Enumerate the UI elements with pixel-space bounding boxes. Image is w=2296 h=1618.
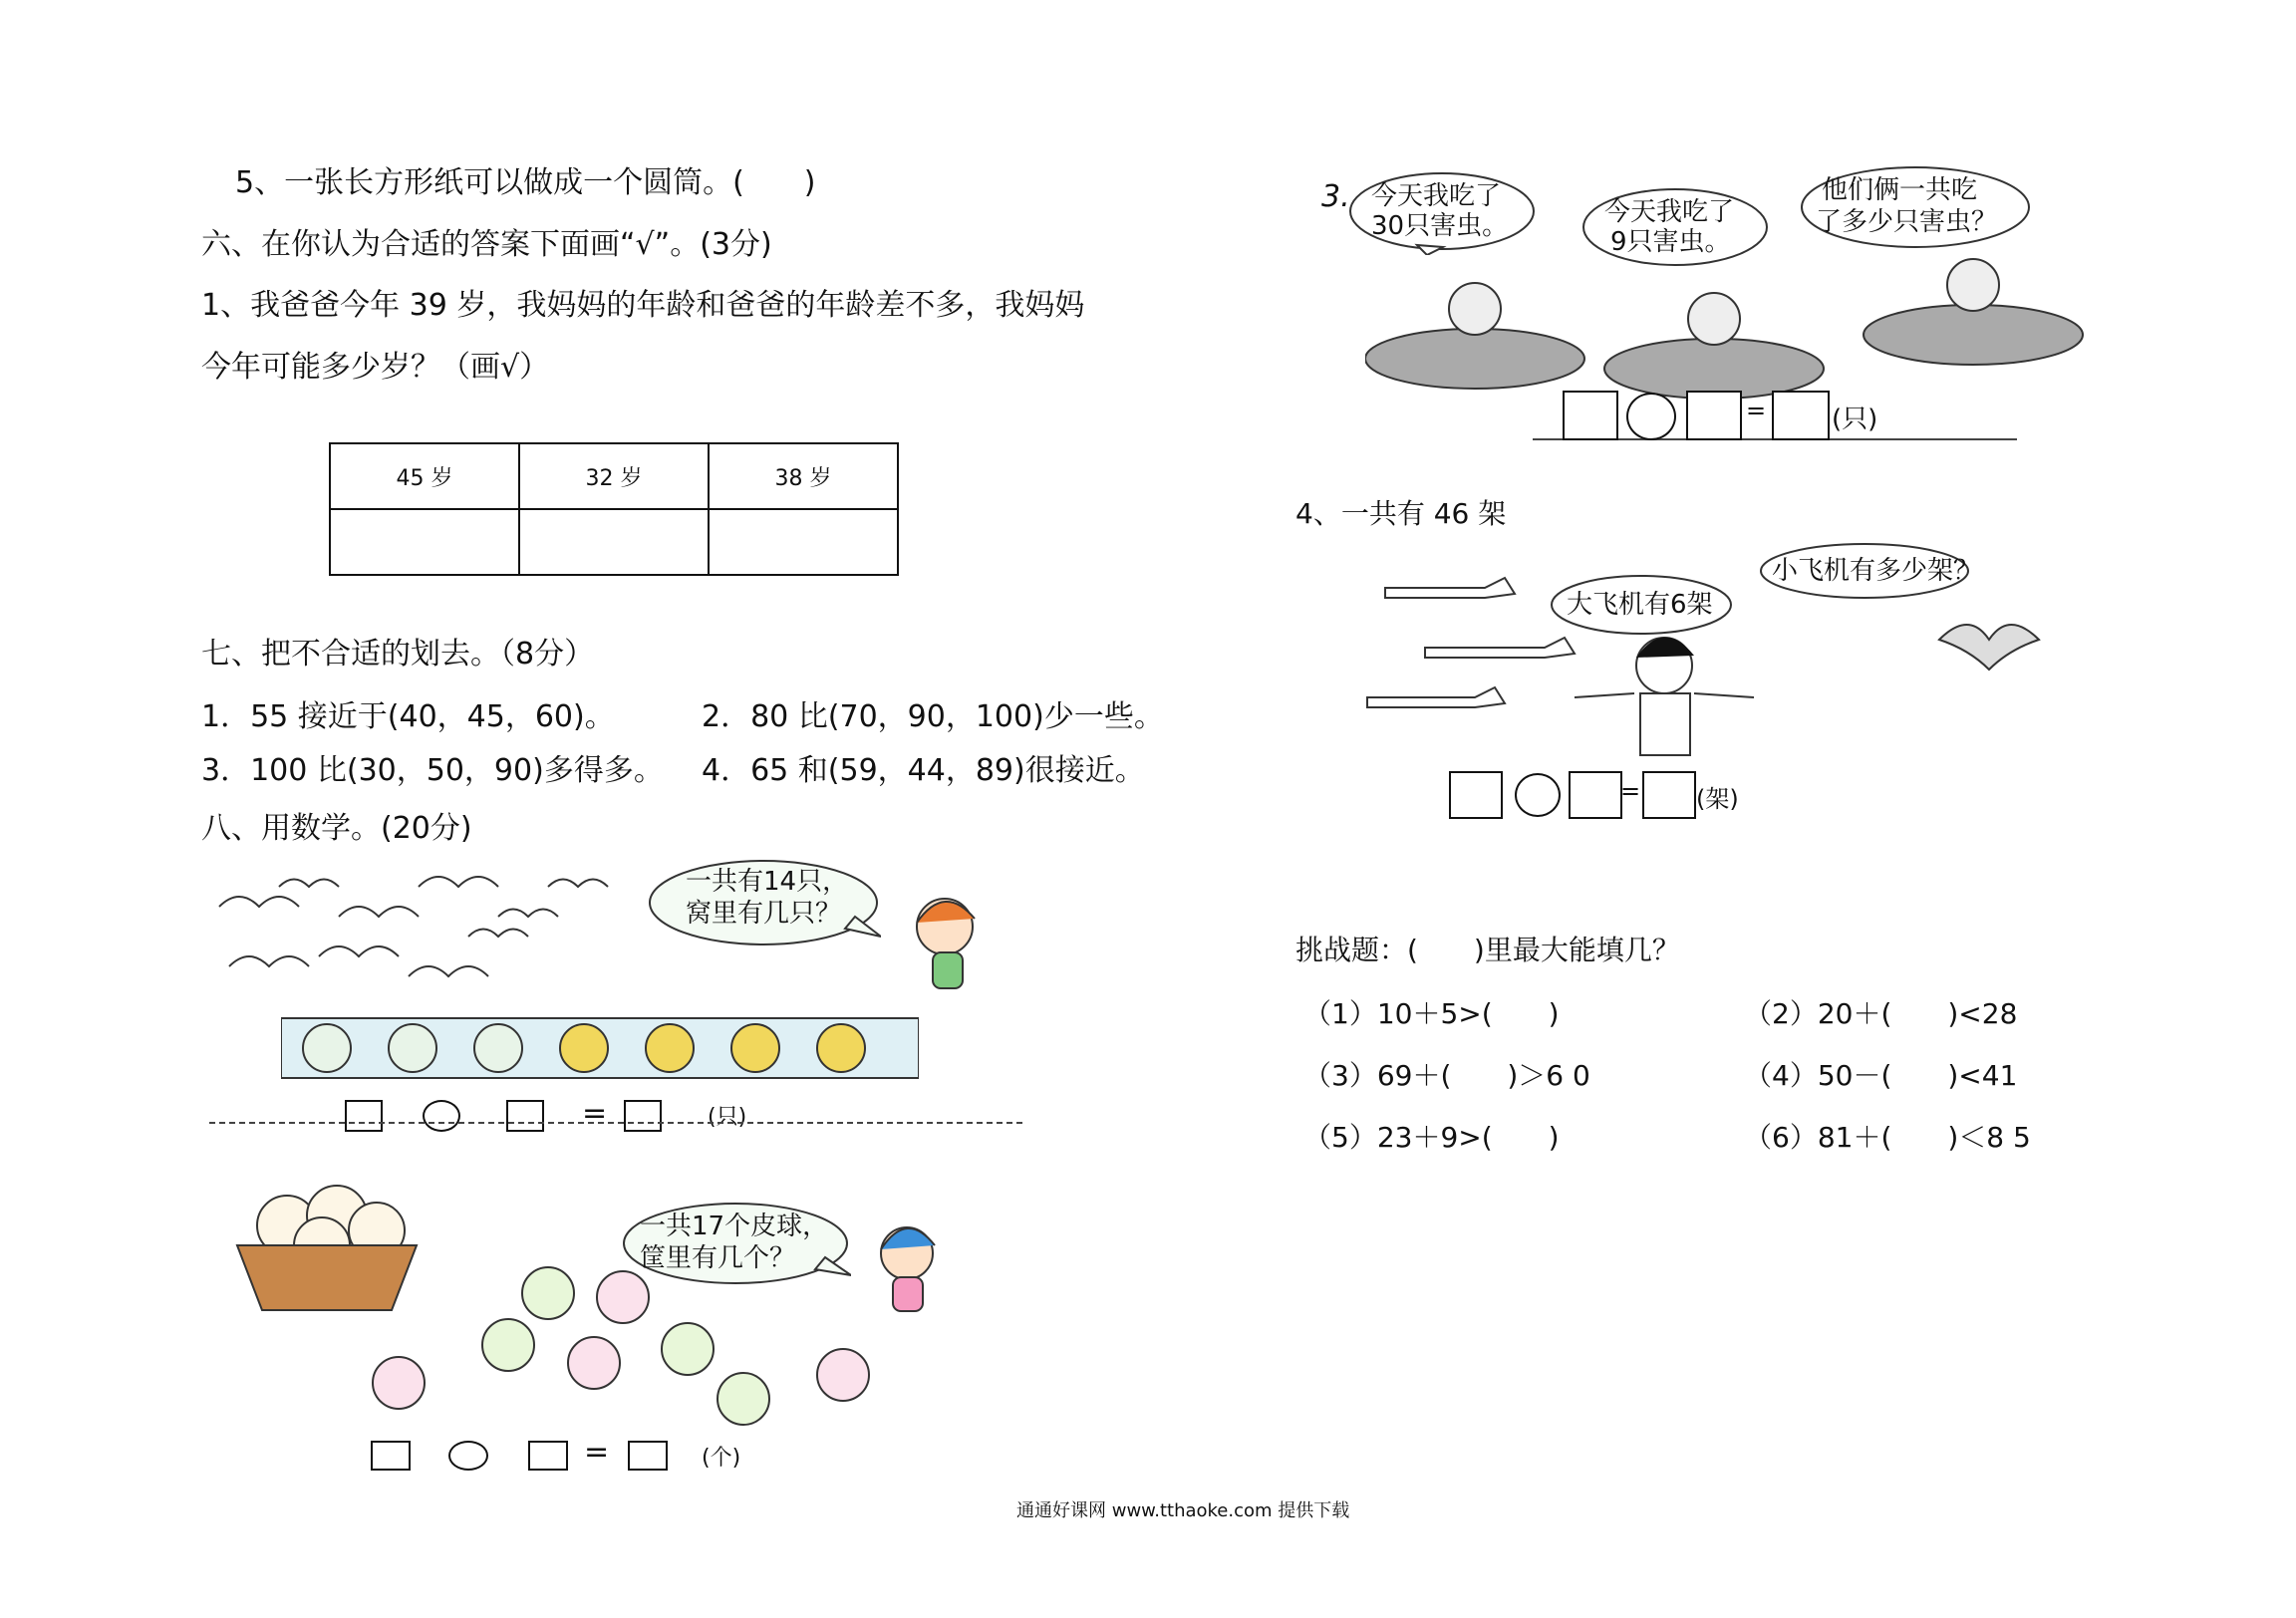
- birds-bubble-line2: 窝里有几只？: [686, 899, 842, 929]
- frogs-illustration: [1365, 249, 2103, 399]
- section7-item1: 1．55 接近于(40，45，60)。: [201, 699, 615, 734]
- balls-bubble-line1: 一共17个皮球，: [640, 1212, 829, 1241]
- answer-box[interactable]: [1772, 391, 1830, 440]
- challenge-item: （5）23＋9>( ): [1303, 1121, 1560, 1154]
- age-option: 32 岁: [519, 443, 709, 509]
- challenge-item: （1）10＋5>( ): [1303, 997, 1560, 1030]
- girl-illustration: [885, 887, 1024, 996]
- answer-box[interactable]: [1563, 391, 1618, 440]
- bubble-big-planes: 大飞机有6架: [1567, 590, 1713, 620]
- birds-speech-bubble: [646, 857, 881, 952]
- q4-unit: (架): [1696, 785, 1739, 813]
- age-choice-table: [329, 442, 899, 576]
- frog2-line2: 9只害虫。: [1610, 227, 1731, 257]
- section7-item2: 2．80 比(70，90，100)少一些。: [702, 699, 1164, 734]
- answer-box[interactable]: [1642, 771, 1696, 819]
- frog3-line1: 他们俩一共吃: [1822, 175, 1978, 205]
- frog3-line2: 了多少只害虫？: [1816, 207, 1998, 237]
- q5-true-false: 5、一张长方形纸可以做成一个圆筒。( ): [235, 165, 816, 200]
- section7-item3: 3．100 比(30，50，90)多得多。: [201, 753, 664, 788]
- age-option: 38 岁: [709, 443, 898, 509]
- answer-box[interactable]: [506, 1100, 544, 1132]
- answer-box[interactable]: [345, 1100, 383, 1132]
- q3-unit: (只): [1832, 404, 1878, 434]
- answer-box[interactable]: [624, 1100, 662, 1132]
- challenge-item: （4）50－( )<41: [1744, 1059, 2018, 1092]
- section6-question-line2: 今年可能多少岁？（画√）: [201, 350, 550, 385]
- challenge-item: （6）81＋( )＜8 5: [1744, 1121, 2031, 1154]
- section7-heading: 七、把不合适的划去。（8分）: [201, 637, 595, 672]
- big-planes-speech-bubble: [1549, 574, 1734, 636]
- nest-row-illustration: [281, 1008, 919, 1086]
- birds-bubble-line1: 一共有14只，: [686, 867, 849, 897]
- equals-sign: =: [1746, 397, 1767, 424]
- answer-box[interactable]: [628, 1441, 668, 1471]
- challenge-item: （3）69＋( )＞6 0: [1303, 1059, 1590, 1092]
- q3-number: 3.: [1321, 179, 1350, 214]
- equals-sign: =: [582, 1096, 608, 1131]
- answer-cell[interactable]: [519, 509, 709, 575]
- section8-heading: 八、用数学。(20分): [201, 811, 472, 846]
- balls-unit: (个): [702, 1446, 741, 1471]
- q4-heading: 4、一共有 46 架: [1295, 497, 1507, 530]
- section6-heading: 六、在你认为合适的答案下面画“√”。(3分): [201, 227, 772, 262]
- age-option: 45 岁: [330, 443, 519, 509]
- frog1-line2: 30只害虫。: [1371, 211, 1509, 241]
- balls-illustration: [359, 1263, 897, 1433]
- operator-circle[interactable]: [423, 1100, 460, 1132]
- equals-sign: =: [1620, 777, 1641, 805]
- answer-box[interactable]: [1569, 771, 1622, 819]
- balls-bubble-line2: 筐里有几个？: [640, 1243, 796, 1273]
- challenge-item: （2）20＋( )<28: [1744, 997, 2018, 1030]
- frog2-line1: 今天我吃了: [1604, 197, 1735, 227]
- challenge-heading: 挑战题：( )里最大能填几？: [1295, 934, 1680, 966]
- answer-box[interactable]: [1449, 771, 1503, 819]
- answer-cell[interactable]: [330, 509, 519, 575]
- section6-question-line1: 1、我爸爸今年 39 岁，我妈妈的年龄和爸爸的年龄差不多，我妈妈: [201, 288, 1085, 323]
- answer-box[interactable]: [1686, 391, 1742, 440]
- footer-credit: 通通好课网 www.tthaoke.com 提供下载: [1016, 1500, 1350, 1521]
- answer-cell[interactable]: [709, 509, 898, 575]
- operator-circle[interactable]: [448, 1441, 488, 1471]
- frog1-line1: 今天我吃了: [1371, 181, 1502, 211]
- section7-item4: 4．65 和(59，44，89)很接近。: [702, 753, 1145, 788]
- bubble-small-planes: 小飞机有多少架？: [1772, 556, 1980, 586]
- small-planes-speech-bubble: [1758, 542, 1980, 600]
- frog3-speech-bubble: [1798, 163, 2033, 255]
- equals-sign: =: [584, 1435, 610, 1470]
- dashed-divider: [209, 1122, 1022, 1124]
- operator-circle[interactable]: [1626, 393, 1676, 440]
- man-illustration: [1555, 628, 1754, 757]
- answer-box[interactable]: [528, 1441, 568, 1471]
- birds-illustration: [209, 867, 628, 1006]
- answer-box[interactable]: [371, 1441, 411, 1471]
- birds-unit: (只): [708, 1105, 747, 1130]
- operator-circle[interactable]: [1515, 773, 1561, 817]
- frog1-speech-bubble: [1347, 171, 1537, 255]
- bat-illustration: [1929, 600, 2049, 689]
